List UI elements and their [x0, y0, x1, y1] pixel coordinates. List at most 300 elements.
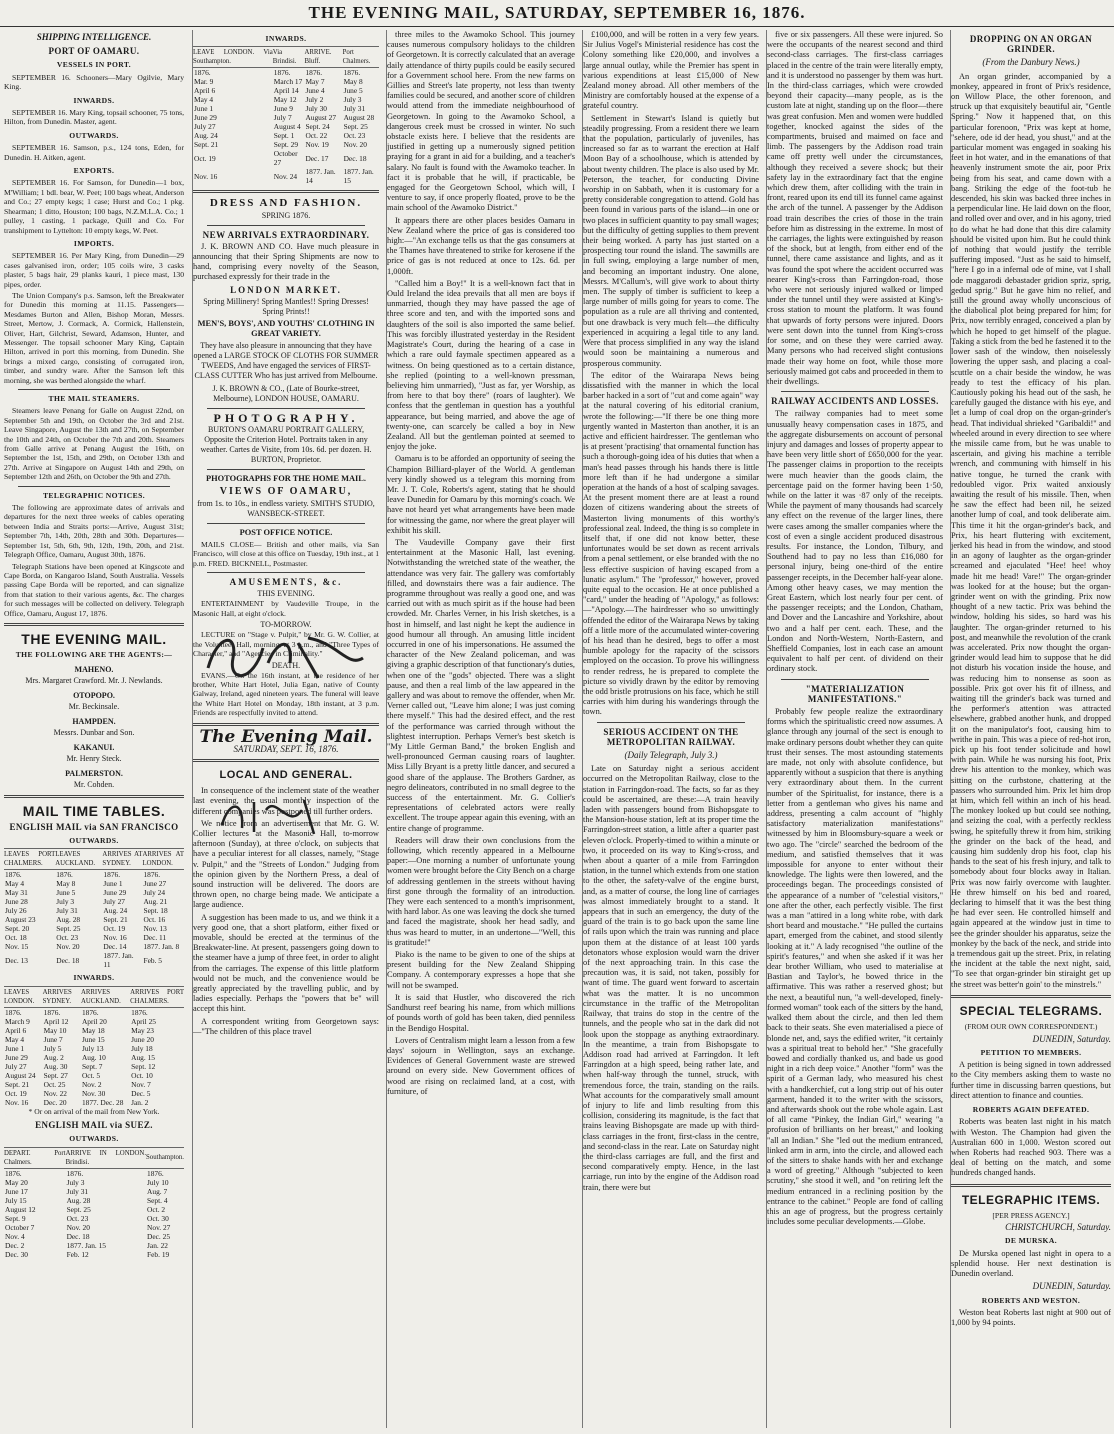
views-text: from 1s. to 10s., in endless variety. SMITH'S STUDIO, WANSBECK-STREET.	[197, 498, 375, 518]
table-cell: Dec. 17	[305, 153, 329, 163]
telegraph-text: The following are approximate dates of arrivals and departures for the next three weeks of cables operating between India and Straits ports:—Arrive, August 31st; September 7th, 14th, 20th, 28th and 30th. Departures—September 1st, 5th, 6th, 9th, 12th, 19th, 20th, and 21st. Telegraph Office, Oamaru, August 30th, 1876.	[4, 503, 184, 560]
table-cell: Aug. 28	[66, 1195, 91, 1205]
article-paragraph: five or six passengers. All these were injured. So were the occupants of the nearest second and third second-class carriages. The first-class carriages placed in the centre of the train were literally empty, and it is understood no passenger by them was hurt. In the third-class carriages, which were crowded beyond their capacity—many people, as is the custom late at night, standing up on the floor—there was great confusion. Men and women were huddled together, knocked against the sides of the compartments, bruised and maimed on face and limb. The passengers by the Addison road train came off pretty well under the circumstances, although they received a severe shock; but their safety lay in the extraordinary fact that the engine which drew them, after colliding with the train in front, reared upon its end till its funnel came against the arch of the tunnel. A passenger by the Addison road train describes the cries of those in the train before him as distressing in the extreme. In most of the carriages, the lights were extinguished by reason of the shock, but at length, from either end of the tunnel, there came assistance and lights, and as it was found the spot where the accident occurred was nearer King's-cross than Farringdon-road, those who were not seriously injured walked or limped under the tunnel until they were assisted at King's-cross station to mount the platform. It was found that upwards of forty persons were injured. Doors were sent down into the tunnel from King's-cross for some, and on these they were carried away. Many persons who had received slight contusions made their way home on foot, while those more seriously maimed got cabs and proceeded in them to their dwellings.	[767, 30, 943, 386]
dateline: DUNEDIN, Saturday.	[1032, 1281, 1111, 1292]
table-row	[193, 122, 379, 131]
mail-title: MAIL TIME TABLES.	[22, 802, 166, 819]
table-cell: Sept. 7	[81, 1061, 103, 1071]
railway-title: RAILWAY ACCIDENTS AND LOSSES.	[771, 396, 939, 407]
table-cell: 1877. Dec. 28	[81, 1097, 124, 1107]
table-row	[4, 879, 184, 888]
table-cell: 1876.	[5, 1168, 22, 1178]
table-row	[4, 1241, 184, 1250]
table-cell: Oct. 10	[131, 1070, 153, 1080]
table-row	[4, 1071, 184, 1080]
suez-table	[4, 1147, 184, 1259]
article-paragraph: £100,000, and will be rotten in a very few years. Sir Julius Vogel's Ministerial residence has cost the Colony something like £20,000, and involves a large annual outlay, while the Premier has spent in various expenditions at least £15,000 of New Zealand money abroad. All other members of the Ministry are comfortably housed at the expense of a grateful country.	[583, 30, 759, 111]
table-cell: July 3	[66, 1177, 85, 1187]
table-cell: Sept. 12	[131, 1061, 156, 1071]
table-header: ARRIVES AT SYDNEY.	[102, 849, 142, 870]
table-cell: Aug. 15	[131, 1052, 155, 1062]
post-office-title: POST OFFICE NOTICE.	[239, 527, 333, 537]
table-cell: May 10	[43, 1025, 67, 1035]
correspondent-text: A correspondent writing from Georgetown says:—"The children of this place travel	[193, 1016, 379, 1036]
table-header: Port Chalmers.	[343, 47, 379, 68]
table-cell: 1876.	[5, 870, 22, 880]
table-cell: July 3	[343, 95, 362, 105]
table-cell: Nov. 20	[56, 942, 80, 952]
divider	[207, 225, 365, 226]
table-cell: Sept. 21	[5, 1079, 30, 1089]
table-cell: May 8	[343, 77, 363, 87]
handwritten-mark	[214, 790, 324, 840]
table-cell: April 14	[273, 86, 299, 96]
table-row	[4, 924, 184, 933]
table-row	[4, 870, 184, 880]
dress-title: DRESS AND FASHION.	[209, 197, 363, 210]
divider	[18, 389, 170, 390]
spring-items: Spring Millinery! Spring Mantles!! Spring Dresses! Spring Prints!!	[203, 296, 369, 316]
materialization-title: "MATERIALIZATION MANIFESTATIONS."	[805, 683, 905, 704]
table-cell: Dec. 11	[143, 933, 167, 943]
table-header: Southampton.	[146, 1147, 184, 1168]
table-cell: July 31	[343, 104, 366, 114]
divider	[207, 572, 365, 573]
table-cell: 1876.	[143, 870, 161, 880]
table-row	[4, 942, 184, 951]
table-cell: August 24	[5, 1070, 36, 1080]
table-cell: April 6	[5, 1025, 27, 1035]
table-cell: Nov. 20	[66, 1222, 90, 1232]
table-cell: May 18	[81, 1025, 105, 1035]
table-cell: June 15	[81, 1034, 105, 1044]
article-paragraph: Late on Saturday night a serious accident occurred on the Metropolitan Railway, close to the station in Farringdon-road. The facts, so far as they could be ascertained, are these:—A train heavily laden with passengers bound from Bishopsgate to the Mansion-house station, left at its proper time the Farringdon-street station, a little after a quarter past eleven o'clock. Properly-timed to within a minute or two, it proceeded on its way to King's-cross, and when about a quarter of a mile from Farringdon station, in the tunnel which extends from one station to the other, the safety-valve of the engine burst, and, as a matter of course, the long line of carriages was almost immediately brought to a stand. It appears that in such an emergency, the duty of the guard of the train is to go back upon the same line of rails upon which the train was running and place upon them at the distance of at least 100 yards detonators whose explosion would warn the driver of the next approaching train. In this case the precaution was, it is said, not taken, possibly for want of time. The guard went forward to ascertain what was the matter. It is no uncommon circumstance in the traffic of the Metropolitan Railway, that trains do stop in the centre of the tunnels, and the people who sat in the dark did not look upon the stoppage as anything extraordinary. In the meantime, a train from Bishopsgate to Addison road had arrived at Farringdon. It left Farringdon at a high speed, being rather late, and when half-way through the tunnel, struck, with tremendous force, the train, standing on the rails. What accounts for the comparatively small amount of injury to life and limb resulting from this collision, considering its magnitude, is the fact that trains leaving Bishopsgate are made up with third-class carriages in the front, first-class in the centre, and second-class in the rear. Late on Saturday night the third-class carriages are full, and the first and second comparatively empty. Hence, in the last carriage, run into by the engine of the Addison road train, there were but	[583, 764, 759, 1192]
double-rule	[193, 723, 379, 726]
table-cell: July 27	[5, 1061, 27, 1071]
article-paragraph: An organ grinder, accompanied by a monkey, appeared in front of Prix's residence, on Willow Place, the other forenoon, and struck up that exquisitely beautiful air, "Gentle Spring." Now it happened that, on this particular forenoon, "Prix was kept at home, "sehere, ode id der head, you shust," and at the particular moment was engaged in soaking his feet in hot water, and in the emanations of that heavenly instrument smote the air, poor Prix being from his seat, and came down with a bang. Striking the edge of the foot-tub he descended, his skin was backed three inches in a perpendicular line. He laid down on the floor, and rolled over and over, and in his agony, tried to do what he had done that this dire calamity should be visited upon him. But he could think of nothing that would justify the terrible suffering imposed. "Just as he said to himself, "here I go in a infernal ode of mine, vat I shall ode maggarodi debastader gridion spriz, sprig, gedud sprig." But he gave him no relief, and still the ground away wholly unconscious of the diabolical plot being prepared for him; for Prix, now terribly enraged, conceived a plan by which he hoped to get himself of the plague. Taking a stick from the bed he fastened it to the lower sash of the window, then noiselessly lowering the upper sash, and placing a coal-scuttle on a chair beside the window, he was ready to test the efficacy of his plan. Cautiously poking his head out of the sash, he carefully gauged the distance with his eye, and let a lump of coal drop on the organ-grinder's head. That individual shrieked "Garibaldi!" and wheeled around in every direction to see where the missile came from, but he was unable to ascertain, and giving his machine a terrible wrench, and communing with himself in his native tongue, he turned the crank with redoubled vigor. Prix waited anxiously awaiting the result of his missile. Then, when he saw the effect had been nil, he seized another lump of coal, and took deliberate aim. This time it hit the organ-grinder's back, and Prix, his heart fluttering with excitement, jerked his head in from the window, and stood in an agony of laughter as the organ-grinder screamed and ejaculated "Hee! hee! whoy made hit me head! Vare!" The organ-grinder was looked for at the house; but the organ-grinder went on with the grinding. Prix now thought of a new tactic. Prix was behind the window, holding his sides, so hard was his laughter. The organ-grinder returned to his post, and meanwhile the revolution of the crank was accelerated. Prix now thought the organ-grinder would lead him to suppose that he did not disturb his vocation inside the house, and was reducing him to nonsense as soon as possible. Prix got over his fit of illness, and waiting till the grinder's back was turned and the performer's attention was attracted elsewhere, grabbed another hunk, and dropped it on the manipulator's foot, causing him to writhe in pain. This was a piece of red-hot iron, pick up his foot tender solicitude and howl with pain. While he was nursing his foot, Prix drew his attention to the monkey, which was sitting on the curbstone, chattering at the passers who surrounded him. Prix let him drop at him, which fell within an inch of his head. The monkey looked up but could see nothing, and seizing the coal, with a perfectly reckless swing, he spitefully threw it from him, striking the grinder on the back of the head, and causing him suddenly drop his foot, clap his hands to the seat of his fresh injury, and talk to somebody about four blocks away in Italian. Prix was now fairly overcome with laughter. He threw himself on his bed and roared, declaring to himself that it was the best thing he had ever seen. He controlled himself and again appeared at the window just in time to see the grinder shoulder his apparatus, seize the monkey by the back of the neck, and stride into a tremendous gait up the street. Prix, in relating the incident at the table the next night, said, "To see that organ-grinder bin stiraight get up the street was better'n goin' to the minstrels."	[951, 71, 1111, 989]
column-1	[4, 30, 184, 1428]
table-cell: March 9	[5, 1016, 30, 1026]
table-cell: May 20	[5, 1177, 28, 1187]
agent-place: KAKANUI.	[73, 742, 115, 752]
article-paragraph: The editor of the Wairarapa News being dissatisfied with the manner in which the local barber hacked in a sort of "cut and come again" way at the natural covering of his editorial cranium, wrote the following:—"If there be one thing more urgently wanted in Masterton than another, it is an active and efficient hairdresser. The gentleman who is at present 'practising' that ornamental function has such a thorough-going idea of his duties that when a man's head passes through his hands there is little more left than if he had undergone a similar operation at the hands of a host of scalping savages. At the present moment there are at least a round dozen of citizens wandering about the streets of Masterton living monuments of this worthy's professional zeal. Indeed, the thing is so complete in itself that, if one did not know better, these unfortunates would be set down as recent arrivals from a penal settlement, or else branded with the no less effective suspicion of having escaped from a lunatic asylum." The "professor," however, proved quite equal to the occasion. He at once published a "card," under the heading of "Apology," as follows:—"Apology.—The hairdresser who so unwittingly offended the editor of the Wairarapa News by taking off a little more of the accumulated winter-covering of his head than he desired, begs to offer a most humble apology for the rapacity of the scissors employed on the occasion. To prove his willingness to render redress, he is prepared to complete the picture so vividly drawn by the editor by removing the odd bristle protrusions on his face, which he still carries with him during his wanderings through the town.	[583, 370, 759, 717]
table-row	[4, 933, 184, 942]
steamers-title: THE MAIL STEAMERS.	[48, 394, 140, 403]
suez-outwards-label: OUTWARDS.	[69, 1134, 119, 1144]
note: * Or on arrival of the mail from New York.	[28, 1106, 160, 1116]
table-row	[193, 86, 379, 95]
special-source: (FROM OUR OWN CORRESPONDENT.)	[964, 1022, 1098, 1032]
table-cell: May 23	[131, 1025, 154, 1035]
table-cell: July 13	[81, 1043, 104, 1053]
table-row	[193, 95, 379, 104]
table-cell: Nov. 2	[81, 1079, 102, 1089]
table-header: ARRIVES AT LONDON.	[142, 849, 184, 870]
weston-title: ROBERTS AND WESTON.	[981, 1295, 1081, 1305]
table-cell: Sept. 24	[305, 122, 330, 132]
table-header: ARRIVE. Bluff.	[304, 47, 342, 68]
post-office-text: MAILS CLOSE— British and other mails, via San Francisco, will close at this office on Tuesday, 19th inst., at 1 p.m. FRED. BICKNELL, Postmaster.	[193, 540, 379, 568]
table-cell: July 15	[5, 1195, 27, 1205]
table-row	[4, 1168, 184, 1178]
telegraph-title: TELEGRAPHIC NOTICES.	[42, 490, 146, 500]
divider	[207, 523, 365, 524]
table-cell: Dec. 18	[56, 955, 80, 965]
table-cell: Nov. 20	[343, 140, 367, 150]
table-cell: Nov. 16	[194, 171, 218, 181]
agent-names: Mrs. Margaret Crawford. Mr. J. Newlands.	[25, 675, 163, 685]
table-cell: Oct. 22	[305, 131, 328, 141]
sf-outwards-table	[4, 848, 184, 969]
local-title: LOCAL AND GENERAL.	[219, 768, 353, 781]
views-title: VIEWS OF OAMARU,	[219, 485, 353, 497]
table-cell: June 1	[194, 104, 214, 114]
steamers-text: Steamers leave Penang for Galle on August 22nd, on September 5th and 19th, on October the 3rd and 21st. Leave Singapore, August the 13th and 27th, on September the 10th and 24th, on October the 7th and 20th. Steamers from Galle arrive at Penang August the 16th, on September the 1st, 15th, and 29th, on October 13th and 27th. Arrive at Singapore on August 14th and 29th, on September 12th and 26th, on October the 9th and 27th.	[4, 406, 184, 482]
article-paragraph: "Called him a Boy!" It is a well-known fact that in Ould Ireland the idea prevails that all men are boys if unmarried, though they may have passed the age of three score and ten, and with the imported sons and daughters of the soil is also imported the same belief. This was forcibly illustrated yesterday in the Resident Magistrate's Court, during the hearing of a case in which a rare ould faymale spectimen appeared as a witness. On being questioned as to a certain distance, she replied (pointing to a well-known pressman, believing him unmarried), "Just as far, yer Worship, as from here to that boy there" (roars of laughter). We confess that the gentleman in question has a youthful appearance, but being married, and above the age of twenty-one, can scarcely be called a boy in New Zealand. All but the gentleman pointed at seemed to enjoy the joke.	[387, 278, 575, 452]
brown-text: J. K. BROWN AND CO. Have much pleasure in announcing that their Spring Shipments are now to hand, comprising every novelty of the Season, purchased expressly for their trade in the	[193, 241, 379, 282]
evening-mail-title: THE EVENING MAIL.	[21, 630, 167, 647]
table-row	[4, 1098, 184, 1107]
agent-names: Mr. Henry Steck.	[66, 753, 122, 763]
roberts-text: Roberts was beaten last night in his match with Weston. The Champion had given the Australian 600 in 1,000. Weston scored out when Roberts had reached 903. There was a deal of betting on the match, and some hundreds changed hands.	[951, 1117, 1111, 1178]
table-cell: June 29	[5, 1052, 28, 1062]
table-cell: June 1	[5, 1043, 25, 1053]
table-cell: June 28	[5, 897, 28, 907]
agents-title: THE FOLLOWING ARE THE AGENTS:—	[15, 650, 173, 660]
table-cell: 1876.	[81, 1007, 99, 1017]
table-cell: 1876.	[66, 1168, 84, 1178]
table-cell: Nov. 22	[43, 1088, 67, 1098]
mens-text: They have also pleasure in announcing that they have opened a LARGE STOCK OF CLOTHS FOR SUMMER TWEEDS, And have engaged the services of FIRST-CLASS CUTTER Who has just arrived from Melbourne.	[193, 341, 379, 381]
column-4	[582, 30, 759, 1428]
inwards-title: INWARDS.	[265, 34, 307, 43]
table-cell: August 28	[343, 113, 375, 123]
suez-title: ENGLISH MAIL via SUEZ.	[35, 1120, 153, 1131]
table-cell: July 27	[103, 897, 125, 907]
table-cell: Dec. 25	[147, 1231, 171, 1241]
divider	[18, 486, 170, 487]
accident-source: (Daily Telegraph, July 3.)	[624, 750, 718, 761]
collier-text: We notice from an advertisement that Mr. G. W. Collier lectures at the Masonic Hall, to-morrow afternoon (Sunday), at three o'clock, on subjects that have a peculiar interest for all classes, namely, "Stage v. Pulpit," and the "Streets of London." Judging from the opinion given by the Northern Press, a deal of sound instruction will be delivered. The doors are thrown open, no charge being made. We anticipate a large audience.	[193, 818, 379, 910]
table-cell: June 5	[343, 86, 363, 96]
table-cell: Nov. 4	[5, 1231, 25, 1241]
vessels-text: SEPTEMBER 16. Schooners—Mary Ogilvie, Mary King.	[4, 72, 184, 92]
table-cell: Oct. 19	[5, 1088, 27, 1098]
london-market: LONDON MARKET.	[230, 284, 342, 295]
table-cell: May 31	[5, 888, 28, 898]
table-header: ARRIVE IN LONDON. Brindisi.	[66, 1147, 146, 1168]
exports-title: EXPORTS.	[73, 166, 115, 176]
agent-place: OTOPOPO.	[73, 690, 115, 700]
photo-title: PHOTOGRAPHY.	[213, 411, 359, 426]
organ-grinder-source: (From the Danbury News.)	[982, 57, 1080, 68]
table-cell: May 4	[5, 1034, 25, 1044]
exports-text: SEPTEMBER 16. For Samson, for Dunedin—1 box, M'William; 1 bdl. bear, W. Peet; 100 bags wheat, Anderson and Co.; 27 empty kegs; 1 case; Hurst and Co.; 1 pkg. Shearman; 1 ditto, Houston; 100 bags, N.Z.M.L.A. Co.; 1 pulley, 1 casting, 1 package, Quill and Co. For transhipment to Lyttelton: 10 empty kegs, W. Peet.	[4, 178, 184, 235]
table-cell: July 3	[56, 897, 75, 907]
table-cell: Dec. 18	[343, 153, 367, 163]
table-cell: Oct. 16	[143, 915, 166, 925]
table-row	[193, 149, 379, 167]
imports-title: IMPORTS.	[73, 238, 115, 248]
table-cell: July 31	[56, 906, 78, 916]
table-cell: May 4	[5, 879, 25, 889]
table-cell: 1876.	[194, 68, 211, 78]
sf-title: ENGLISH MAIL via SAN FRANCISCO	[9, 821, 179, 832]
table-cell: July 2	[305, 95, 324, 105]
table-cell: Sept. 20	[5, 924, 30, 934]
agent-names: Messrs. Dunbar and Son.	[53, 727, 135, 737]
table-cell: Jan. 22	[147, 1240, 168, 1250]
local-text: In consequence of the inclement state of the weather last evening, the usual monthly inspection of the different companies was postponed till further orders.	[193, 786, 379, 816]
table-cell: Nov. 27	[147, 1222, 171, 1232]
dress-sub: SPRING 1876.	[261, 210, 311, 220]
table-cell: June 29	[103, 888, 127, 898]
table-header: LEAVES LONDON.	[4, 986, 43, 1007]
table-cell: Aug. 24	[103, 906, 128, 916]
telegraphic-items-title: TELEGRAPHIC ITEMS.	[961, 1192, 1101, 1207]
table-cell: Oct. 25	[43, 1079, 66, 1089]
table-cell: 1876.	[273, 68, 291, 78]
table-cell: Sept. 21	[194, 140, 219, 150]
port-title: PORT OF OAMARU.	[48, 46, 140, 57]
table-cell: June 27	[143, 879, 167, 889]
table-cell: Sept. 25	[56, 924, 81, 934]
table-cell: 1877. Jan. 14	[305, 167, 336, 186]
table-cell: 1876.	[5, 1007, 22, 1017]
table-cell: Nov. 30	[81, 1088, 106, 1098]
divider	[597, 722, 745, 723]
table-cell: Dec. 18	[66, 1231, 90, 1241]
table-cell: Sept. 27	[43, 1070, 68, 1080]
agent-place: HAMPDEN.	[72, 716, 116, 726]
table-cell: June 7	[43, 1034, 63, 1044]
table-cell: October 7	[5, 1222, 35, 1232]
masthead: THE EVENING MAIL, SATURDAY, SEPTEMBER 16, 1876.	[0, 0, 1114, 27]
table-cell: Sept. 25	[66, 1204, 91, 1214]
agent-names: Mr. Cohden.	[73, 779, 115, 789]
table-cell: Sept. 25	[343, 122, 368, 132]
photo-text: BURTON'S OAMARU PORTRAIT GALLERY, Opposite the Criterion Hotel. Portraits taken in any weather. Cartes de Visite, from 10s. 6d. per dozen. H. BURTON, Proprietor.	[200, 425, 372, 465]
dateline: DUNEDIN, Saturday.	[1032, 1033, 1111, 1044]
home-mail-title: PHOTOGRAPHS FOR THE HOME MAIL.	[206, 474, 366, 484]
table-header: LEAVE LONDON. Via Southampton.	[193, 47, 273, 68]
table-cell: 1876.	[305, 68, 323, 78]
special-telegrams-title: SPECIAL TELEGRAMS.	[959, 1003, 1103, 1018]
table-cell: July 30	[305, 104, 327, 114]
inwards-title: INWARDS.	[73, 95, 115, 105]
murska-title: DE MURSKA.	[1004, 1236, 1058, 1246]
table-cell: Feb. 12	[66, 1249, 89, 1259]
this-evening: THIS EVENING.	[257, 589, 315, 599]
table-cell: 1876.	[103, 870, 121, 880]
table-cell: June 4	[305, 86, 325, 96]
table-cell: April 25	[131, 1016, 156, 1026]
table-row	[193, 140, 379, 149]
table-cell: Jan. 2	[131, 1097, 149, 1107]
table-cell: Dec. 30	[5, 1249, 28, 1259]
paper-title: The Evening Mail.	[199, 726, 373, 747]
imports-text: SEPTEMBER 16. Per Mary King, from Dunedin—29 cases galvanised iron, order; 105 coils wire, 3 casks plaster, 5 bags hair, 29 planks kauri, 1 piece mast, 130 pipes, order.	[4, 251, 184, 289]
table-header: ARRIVES AUCKLAND.	[81, 986, 130, 1007]
table-cell: Aug. 10	[81, 1052, 106, 1062]
table-cell: March 17	[273, 77, 303, 87]
article-paragraph: It is said that Hustler, who discovered the rich Sandhurst reef bearing his name, from which millions of pounds worth of gold has been taken, died penniless in the Bendigo Hospital.	[387, 992, 575, 1033]
column-5	[766, 30, 943, 1428]
divider	[207, 469, 365, 470]
table-cell: Mar. 9	[194, 77, 214, 87]
table-cell: 1876.	[147, 1168, 164, 1178]
table-cell: Aug. 30	[43, 1061, 68, 1071]
table-cell: Dec. 13	[5, 955, 28, 965]
table-row	[4, 1223, 184, 1232]
double-rule	[951, 1184, 1111, 1187]
article-paragraph: three miles to the Awamoko School. This journey causes numerous compulsory holidays to the children of Georgetown. It is correctly calculated that an average daily attendance of thirty pupils could be easily secured for a Government school here. From the new farms on Gillies and Street's late property, not less than twenty families could be secured, and another score of children would attend from the immediate neighbourhood of Georgetown. In going to the Awamoko School, a dangerous creek must be crossed in winter. No such obstacle exists here. I believe that the residents are justified in getting up a numerously signed petition praying for a grant in aid for a building, and a teacher's salary. No fault is found with the Awamoko teacher. In fact it is probable that he will, if practicable, be engaged for the Georgetown School, which will, I venture to say, if once properly floated, prove to be the main school of the Awamoko District."	[387, 30, 575, 213]
table-cell: Sept. 18	[143, 906, 168, 916]
table-row	[4, 1178, 184, 1187]
table-cell: August 12	[5, 1204, 36, 1214]
article-paragraph: Readers will draw their own conclusions from the following, which recently appeared in a Melbourne paper:—One morning a number of unfortunate young women were brought before the City Bench on a charge of addressing gentlemen in the streets without having first gone through the formality of an introduction. They were each sentenced to a month's imprisonment, with hard labor. As one was leaving the dock she turned and faced the magistrate, shook her head sadly, and thus was heard to mutter, in an undertone—"Well, this is gratitude!"	[387, 835, 575, 947]
table-cell: Sept. 29	[273, 140, 299, 150]
double-rule	[951, 995, 1111, 998]
table-row	[4, 906, 184, 915]
organ-grinder-title: DROPPING ON AN ORGAN GRINDER.	[969, 34, 1093, 55]
table-cell: Oct. 18	[5, 933, 27, 943]
table-cell: Oct. 19	[103, 924, 126, 934]
table-cell: Nov. 13	[143, 924, 167, 934]
table-cell: 1877. Jan. 8	[143, 942, 180, 952]
table-cell: June 17	[5, 1186, 28, 1196]
suggestion-text: A suggestion has been made to us, and we think it a very good one, that a short platform, either fixed or movable, should be erected at the terminus of the Breakwater-line. At present, passengers going down to the steamer have a jump of three feet, in order to alight from the carriages. The expense of this little platform would not be much, and the convenience would be greatly appreciated by the travelling public, and by ladies especially. Perhaps the "powers that be" will accept this hint.	[193, 912, 379, 1014]
items-source: [PER PRESS AGENCY.]	[992, 1210, 1070, 1220]
table-cell: August 23	[5, 915, 36, 925]
sf-inwards-table	[4, 986, 184, 1107]
union-text: The Union Company's p.s. Samson, left the Breakwater for Dunedin this morning at 11.15. Passengers—Mesdames Burton and Allen, Bishop Moran, Messrs. Street, Mertow, J. Cormack, A. Cormick, Hallenstein, Oliver, Hart, Gilchrist, Seward, Adamson, Hunter, and Messenger. The topsail schooner Mary King, Captain Hilton, arrived in port this morning, from Dunedin. She brings a mixed cargo, consisting of corrugated iron, timber, and sundry ware. After the Samson left this morning, she was berthed alongside the wharf.	[4, 290, 184, 385]
table-cell: Oct. 23	[343, 131, 366, 141]
table-row	[4, 1205, 184, 1214]
divider	[781, 391, 929, 392]
table-cell: Dec. 2	[5, 1240, 25, 1250]
table-cell: July 31	[66, 1186, 89, 1196]
table-cell: Nov. 24	[273, 171, 298, 181]
table-cell: July 10	[147, 1177, 169, 1187]
table-row	[193, 77, 379, 86]
table-cell: Aug. 28	[56, 915, 81, 925]
table-cell: July 18	[131, 1043, 153, 1053]
article-paragraph: It appears there are other places besides Oamaru in New Zealand where the price of gas is considered too high:—"An exchange tells us that the gas consumers at the Thames have threatened to strike for kerosene if the price of gas is not reduced at once to 12s. 6d. per 1,000ft.	[387, 215, 575, 276]
shipping-title: SHIPPING INTELLIGENCE.	[36, 32, 152, 42]
table-cell: August 27	[305, 113, 337, 123]
petition-title: PETITION TO MEMBERS.	[980, 1047, 1082, 1057]
table-row	[193, 104, 379, 113]
table-cell: May 8	[56, 879, 76, 889]
table-row	[4, 1187, 184, 1196]
table-cell: June 29	[194, 113, 217, 123]
table-row	[193, 167, 379, 185]
article-paragraph: Probably few people realize the extraordinary forms which the spiritualistic creed now assumes. A glance through any journal of the sect is enough to make ordinary persons doubt whether they can quite trust their senses. The most astounding statements are made, not only with absolute confidence, but apparently without a suspicion that there is anything very extraordinary about them. In the current number of the Spiritualist, for instance, there is a letter from a gentleman who gives his name and address, presenting a calm account of "highly satisfactory materialization manifestations" witnessed by him in Bloomsbury-square a week or two ago. The "circle" searched the bedroom of the medium, and satisfied themselves that it was impossible for anyone to enter without their knowledge. The lights were then lowered, and the proceedings began. The proceedings consisted of the appearance of a number of "celestial visitors," one after the other, each perfectly visible. The first was a man "attired in a long white robe, with dark short beard and moustache." "He pulled the curtains apart, emerged from the cabinet, and stood silently looking at it." A lady recognised "the outline of the spirit's features," and when she asked if it was her dear brother William, who used to materialise at Bastian and Taylor's, he bowed thrice in the affirmative. This was rather a reserved ghost; but the next, a beautiful nun, "a well-developed, finely-formed woman" took each of the sitters by the hand, walked them about the circle, and then led them back to their seats. She even materialised a piece of blonde net, and, says the edified writer, "it certainly was a spiritual treat to behold her." "She gracefully bowed and cordially thanked us, and bade us good night in a rich deep voice." Another "form" was the spirit of a German lady, who measured his chest with a handkerchief, cut a long strip out of his outer garment, handed it to the writer with the scissors, and afterwards shook out the robe whole again. Last of all came "Pinkey, the Indian Girl," wearing "a profusion of brilliants on her breast," and looking "all an Indian." She "led out the medium entranced, linked arm in arm, into the circle, and allowed each of the sitters to shake hands with her and exchange a word of greeting." Although "subjected to keen scrutiny," she stood it well, and "on retiring left the medium entranced in a reclining position by the entrance to the cabinet." People are fond of calling this an age of progress, but the progress certainly includes some peculiar developments.—Globe.	[767, 707, 943, 1227]
table-cell: Oct. 5	[81, 1070, 101, 1080]
table-row	[4, 1080, 184, 1089]
table-cell: 1876.	[56, 870, 73, 880]
table-cell: 1877. Jan. 15	[343, 167, 374, 186]
outwards-title: OUTWARDS.	[69, 130, 119, 140]
table-row	[4, 1089, 184, 1098]
table-cell: Oct. 2	[147, 1204, 166, 1214]
divider	[781, 679, 929, 680]
table-row	[193, 68, 379, 78]
table-cell: Nov. 15	[5, 942, 29, 952]
table-row	[4, 897, 184, 906]
table-cell: Nov. 16	[5, 1097, 29, 1107]
table-cell: May 12	[273, 95, 297, 105]
double-rule	[4, 795, 184, 798]
table-cell: Dec. 5	[131, 1088, 151, 1098]
table-cell: June 1	[103, 879, 123, 889]
agent-place: PALMERSTON.	[65, 768, 123, 778]
dateline: CHRISTCHURCH, Saturday.	[1005, 1222, 1111, 1233]
table-cell: 1876.	[43, 1007, 61, 1017]
death-title: DEATH.	[271, 660, 301, 670]
table-cell: Nov. 19	[305, 140, 329, 150]
table-cell: Dec. 14	[103, 942, 127, 952]
table-header: ARRIVES SYDNEY.	[43, 986, 81, 1007]
table-row	[4, 1196, 184, 1205]
suez-inwards-table	[193, 46, 379, 185]
table-cell: May 4	[194, 95, 214, 105]
table-row	[4, 1026, 184, 1035]
table-cell: Sept. 9	[5, 1213, 26, 1223]
table-cell: July 24	[143, 888, 166, 898]
outwards-text: SEPTEMBER 16. Samson, p.s., 124 tons, Eden, for Dunedin. H. Aitken, agent.	[4, 143, 184, 162]
double-rule	[4, 623, 184, 626]
column-2	[192, 30, 379, 1428]
table-cell: July 7	[273, 113, 292, 123]
table-cell: 1877. Jan. 15	[66, 1240, 106, 1250]
table-cell: June 9	[273, 104, 293, 114]
new-arrivals: NEW ARRIVALS EXTRAORDINARY.	[202, 229, 370, 240]
table-cell: Aug. 2	[43, 1052, 64, 1062]
table-row	[4, 1062, 184, 1071]
double-rule	[193, 190, 379, 193]
table-cell: Aug. 7	[147, 1186, 168, 1196]
table-cell: Oct. 19	[194, 153, 216, 163]
table-cell: June 5	[56, 888, 76, 898]
table-row	[4, 1007, 184, 1017]
table-header: LEAVES PORT CHALMERS.	[4, 849, 55, 870]
article-paragraph: Piako is the name to be given to one of the ships at present building for the New Zealand Shipping Company. A contemporary expresses a hope that she will not be swamped.	[387, 950, 575, 990]
table-cell: Aug. 21	[143, 897, 168, 907]
table-row	[4, 1250, 184, 1259]
table-cell: Nov. 7	[131, 1079, 151, 1089]
table-cell: Aug. 24	[194, 131, 218, 141]
amusements-title: AMUSEMENTS, &c.	[229, 577, 343, 588]
table-row	[4, 888, 184, 897]
petition-text: A petition is being signed in town addressed to the City members asking them to waste no further time in discussing barren questions, but direct attention to finance and counties.	[951, 1060, 1111, 1100]
death-text: EVANS.—On the 16th instant, at the residence of her brother, White Hart Hotel, Julia Egan, native of County Galway, Ireland, aged nineteen years. The funeral will leave the White Hart Hotel on Monday, 18th instant, at 3 p.m. Friends are respectfully invited to attend.	[193, 670, 379, 718]
table-cell: Feb. 5	[143, 955, 162, 965]
table-header: ARRIVES PORT CHALMERS.	[130, 986, 184, 1007]
inwards-text: SEPTEMBER 16. Mary King, topsail schooner, 75 tons, Hilton, from Dunedin. Master, agent.	[4, 108, 184, 127]
article-paragraph: Oamaru is to be afforded an opportunity of seeing the Champion Billiard-player of the World. A gentleman very kindly showed us a telegram this morning from Mr. J. T. Cole, Roberts's agent, stating that he should leave Dunedin for Oamaru by this morning's coach. We have not heard yet what arrangements have been made for witnessing the game, nor where the great player will exhibit his skill.	[387, 454, 575, 535]
accident-title: SERIOUS ACCIDENT ON THE METROPOLITAN RAILWAY.	[603, 726, 739, 747]
amusement-text: ENTERTAINMENT by Vaudeville Troupe, in the Masonic Hall, at eight o'clock.	[193, 599, 379, 618]
article-paragraph: The Vaudeville Company gave their first entertainment at the Masonic Hall, last evening. Notwithstanding the wretched state of the weather, the attendance was very fair. The gallery was comfortably filled, and downstairs there was a fair audience. The programme throughout was really a good one, and was carried out with as much spirit as if the house had been crowded. Mr. Charles Verner, in his Irish sketches, is a host in himself, and last night he kept the audience in good humour all through. An amusing little incident occurred in one of his impersonations. He assumed the character of the New Zealand policeman, and was giving a graphic description of that functionary's duties, when one of the "gods" objected. There was a slight pause, and then a real limb of the law appeared in the gallery and was about to remove the offender, when Mr. Verner called out, "Leave him alone; I was just coming there myself." This had the desired effect, and the rest of the performance was carried through without the slightest interruption. Perhaps Verner's best sketch is "My Little German Band," the broken English and well-pronounced German causing roars of laughter. Miss Lilly Bryant is a pretty little dancer, and secured a good share of the applause. The Brothers Gardner, as negro delineators, contributed in no small degree to the success of the entertainment. Mr. G. Collier's representations of celebrated actors were really excellent. The troupe appear again this evening, with an entire change of programme.	[387, 537, 575, 833]
table-cell: 1876.	[131, 1007, 148, 1017]
table-row	[4, 1035, 184, 1044]
roberts-title: ROBERTS AGAIN DEFEATED.	[972, 1104, 1090, 1114]
table-cell: 1877. Jan. 11	[103, 951, 134, 970]
table-cell: June 20	[131, 1034, 154, 1044]
table-cell: Oct. 30	[147, 1213, 169, 1223]
